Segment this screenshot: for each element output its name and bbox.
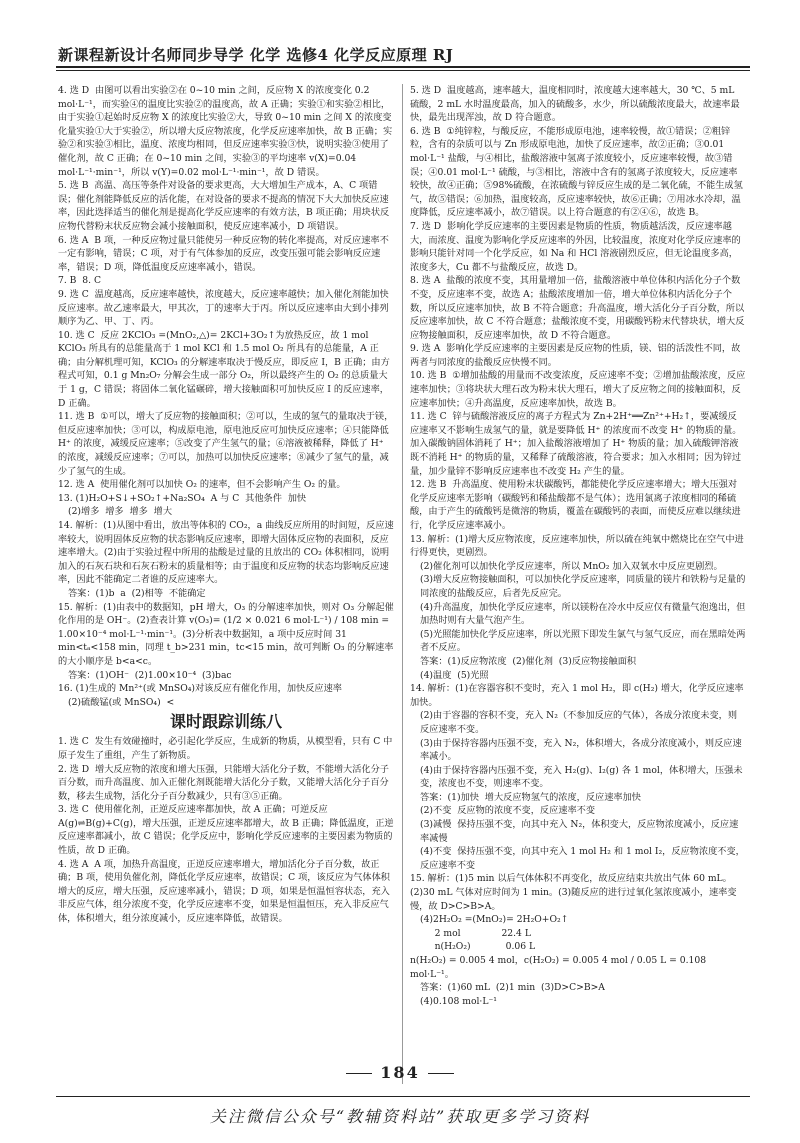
- answer-paragraph: 7. B 8. C: [58, 275, 101, 287]
- answer-paragraph: (5)光照能加快化学反应速率，所以光照下即发生氯气与氢气反应，而在黑暗处两者不反应。: [420, 628, 746, 654]
- right-column: [410, 84, 746, 1084]
- answer-paragraph: 12. 选 B 升高温度、使用粉末状碳酸钙，都能使化学反应速率增大；增大压强对化学反应速率无影响（碳酸钙和稀盐酸都不是气体）；选用氯离子浓度相同的稀硫酸，由于产生的硫酸钙是微溶的物质，覆盖在碳酸钙的表面，而使反应难以继续进行，化学反应速率减小。: [410, 479, 741, 531]
- answer-paragraph: (3)减慢 保持压强不变，向其中充入 N₂，体积变大，反应物浓度减小，反应速率减慢: [420, 819, 739, 844]
- answer-paragraph: (3)增大反应物接触面积，可以加快化学反应速率，同质量的镁片和铁粉与足量的同浓度的盐酸反应，后者先反应完。: [420, 574, 746, 599]
- footer-note: 关注微信公众号“教辅资料站”获取更多学习资料: [209, 1107, 591, 1126]
- answer-paragraph: (2)催化剂可以加快化学反应速率，所以 MnO₂ 加入双氧水中反应更剧烈。: [420, 560, 723, 572]
- column-divider: [402, 84, 403, 1084]
- answer-paragraph: 2 mol 22.4 L: [420, 927, 531, 939]
- answer-paragraph: (2)不变 反应物的浓度不变，反应速率不变: [420, 805, 596, 817]
- answer-paragraph: 14. 解析：(1)在容器容积不变时，充入 1 mol H₂，即 c(H₂) 增大，化学反应速率加快。: [410, 683, 744, 708]
- answer-paragraph: 13. 解析：(1)增大反应物浓度，反应速率加快，所以硫在纯氧中燃烧比在空气中进行得更快，更剧烈。: [410, 533, 744, 559]
- page-number-dash-left: [346, 1073, 372, 1074]
- answer-paragraph: 5. 选 B 高温、高压等条件对设备的要求更高，大大增加生产成本，A、C 项错误；催化剂能降低反应的活化能，在对设备的要求不提高的情况下大大加快反应速率，因此选择适当的催化剂是提高化学反应速率的有效方法，B 项正确；用块状反应物代替粉末状反应物会减小接触面积，使反应速率减小，D 项错误。: [58, 180, 390, 232]
- answer-paragraph: 4. 选 D 由图可以看出实验②在 0~10 min 之间，反应物 X 的浓度变化 0.2 mol·L⁻¹，而实验④的温度比实验②的温度高，故 A 正确；实验①和实验②相比，由于实验①起始时反应物 X 的浓度比实验②大，导致 0~10 min 之间 X 的浓度变化量实验①大于实验②，所以增大反应物浓度，化学反应速率加快，故 B 正确；实验②和实验③相比，温度、浓度均相同，但反应速率实验③快，说明实验③使用了催化剂，故 C 正确；在 0~10 min 之间，实验③的平均速率 v(X)=0.04 mol·L⁻¹·min⁻¹，所以 v(Y)=0.02 mol·L⁻¹·min⁻¹，故 D 错误。: [58, 85, 393, 178]
- header-rule: [56, 66, 750, 68]
- page-number-value: 184: [380, 1063, 420, 1082]
- right-answers: [410, 84, 746, 1008]
- answer-paragraph: 12. 选 A 使用催化剂可以加快 O₂ 的速率，但不会影响产生 O₂ 的量。: [58, 479, 346, 491]
- answer-paragraph: 2. 选 D 增大反应物的浓度和增大压强，只能增大活化分子数，不能增大活化分子百分数，而升高温度、加入正催化剂既能增大活化分子数，又能增大活化分子百分数，移去生成物，活化分子百分数减少，只有③⑤正确。: [58, 763, 389, 802]
- answer-paragraph: 13. (1)H₂O+S↓+SO₂↑+Na₂SO₄ A 与 C 其他条件 加快: [58, 492, 307, 504]
- answer-paragraph: 10. 选 B ①增加盐酸的用量而不改变浓度，反应速率不变；②增加盐酸浓度，反应速率加快；③将块状大理石改为粉末状大理石，增大了反应物之间的接触面积，反应速率加快；④升高温度，反应速率加快，故选 B。: [410, 370, 746, 409]
- footer-rule: [56, 1096, 750, 1097]
- answer-paragraph: (3)由于保持容器内压强不变，充入 N₂，体积增大，各成分浓度减小，则反应速率减小。: [420, 737, 742, 763]
- answer-paragraph: 答案：(1)反应物浓度 (2)催化剂 (3)反应物接触面积: [420, 655, 637, 667]
- answer-paragraph: 15. 解析：(1)由表中的数据知，pH 增大，O₃ 的分解速率加快，则对 O₃ 分解起催化作用的是 OH⁻。(2)查表计算 v(O₃)= (1/2 × 0.021 6 mol·L⁻¹) / 108 min = 1.00×10⁻⁴ mol·L⁻¹·min⁻¹。(3)分析表中数据知，a 项中反应时间 31 min<tₐ<158 min，同理 t_b>231 min，tc<15 min，故可判断 O₃ 的分解速率的大小顺序是 b<a<c。: [58, 601, 394, 667]
- answer-paragraph: (4)不变 保持压强不变，向其中充入 1 mol H₂ 和 1 mol I₂，反应物浓度不变，反应速率不变: [420, 846, 745, 871]
- answer-paragraph: 6. 选 B ①纯锌粒，与酸反应，不能形成原电池，速率较慢，故①错误；②粗锌粒，含有的杂质可以与 Zn 形成原电池，加快了反应速率，故②正确；③0.01 mol·L⁻¹ 盐酸，与④相比，盐酸溶液中氢离子浓度较小，反应速率较慢，故③错误；④0.01 mol·L⁻¹ 硫酸，与③相比，溶液中含有的氢离子浓度较大，反应速率较快，故④正确；⑤98%硫酸，在浓硫酸与锌反应生成的是二氧化硫，不能生成氢气，故⑤错误；⑥加热，温度较高，反应速率较快，故⑥正确；⑦用冰水冷却，温度降低，反应速率减小，故⑦错误。以上符合题意的有②④⑥，故选 B。: [410, 125, 743, 219]
- answer-paragraph: 答案：(1)加快 增大反应物氢气的浓度，反应速率加快: [420, 791, 641, 803]
- answer-paragraph: 10. 选 C 反应 2KClO₃ =(MnO₂,△)= 2KCl+3O₂↑为放热反应，故 1 mol KClO₃ 所具有的总能量高于 1 mol KCl 和 1.5 mol O₂ 所具有的总能量，A 正确；由分解机理可知，KClO₃ 的分解速率取决于慢反应，即反应 I，B 正确；由方程式可知，0.1 g Mn₂O₇ 分解会生成一部分 O₂，所以最终产生的 O₂ 的总质量大于 1 g，C 错误；将固体二氧化锰碾碎，增大接触面积可加快反应 I 的反应速率，D 正确。: [58, 329, 390, 409]
- answer-paragraph: 答案：(1)OH⁻ (2)1.00×10⁻⁴ (3)bac: [68, 669, 232, 681]
- answer-paragraph: 9. 选 A 影响化学反应速率的主要因素是反应物的性质，镁、铝的活泼性不同，故两者与同浓度的盐酸反应快慢不同。: [410, 343, 741, 368]
- answer-paragraph: (4)升高温度，加快化学反应速率，所以镁粉在冷水中反应仅有微量气泡逸出，但加热时则有大量气泡产生。: [420, 601, 746, 627]
- answer-paragraph: (2)硫酸锰(或 MnSO₄) <: [68, 696, 175, 708]
- page-number-dash-right: [428, 1073, 454, 1074]
- answer-paragraph: 8. 选 A 盐酸的浓度不变，其用量增加一倍，盐酸溶液中单位体积内活化分子个数不变，反应速率不变，故选 A；盐酸浓度增加一倍，增大单位体积内活化分子个数，所以反应速率加快，故 B 不符合题意；升高温度，增大活化分子百分数，所以反应速率加快，故 C 不符合题意；盐酸浓度不变，用碳酸钙粉末代替块状，增大反应物接触面积，反应速率加快，故 D 不符合题意。: [410, 275, 745, 341]
- answer-paragraph: 3. 选 C 使用催化剂，正逆反应速率都加快，故 A 正确；可逆反应 A(g)⇌B(g)+C(g)，增大压强，正逆反应速率都增大，故 B 正确；降低温度，正逆反应速率都减小，故 C 错误；化学反应中，影响化学反应速率的主要因素为物质的性质，故 D 正确。: [58, 804, 394, 857]
- answer-paragraph: (4)2H₂O₂ =(MnO₂)= 2H₂O+O₂↑: [420, 914, 569, 926]
- answer-paragraph: 15. 解析：(1)5 min 以后气体体积不再变化，故反应结束共放出气体 60 mL。(2)30 mL 气体对应时间为 1 min。(3)随反应的进行过氧化氢浓度减小，速率变慢，故 D>C>B>A。: [410, 873, 737, 912]
- left-answers: [58, 84, 394, 709]
- answer-paragraph: (4)温度 (5)光照: [420, 669, 489, 681]
- answer-paragraph: (2)由于容器的容积不变，充入 N₂（不参加反应的气体），各成分浓度未变，则反应速率不变。: [420, 710, 738, 735]
- answer-paragraph: 7. 选 D 影响化学反应速率的主要因素是物质的性质，物质越活泼，反应速率越大，而浓度、温度为影响化学反应速率的外因，比较温度，浓度对化学反应速率的影响只能针对同一个化学反应，如 Na 和 HCl 溶液剧烈反应，但无论温度多高，浓度多大，Cu 都不与盐酸反应，故选 D。: [410, 220, 741, 273]
- answer-paragraph: 5. 选 D 温度越高，速率越大，温度相同时，浓度越大速率越大，30 ℃、5 mL 硫酸，2 mL 水时温度最高，加入的硫酸多，水少，所以硫酸浓度最大，故速率最快，最先出现浑浊，故 D 符合题意。: [410, 85, 740, 124]
- answer-paragraph: 4. 选 A A 项，加热升高温度，正逆反应速率增大，增加活化分子百分数，故正确；B 项，使用负催化剂，降低化学反应速率，故错误；C 项，该反应为气体体积增大的反应，增大压强，反应速率减小，错误；D 项，如果是恒温恒容状态，充入非反应气体，组分浓度不变，化学反应速率不变，如果是恒温恒压，充入非反应气体，体积增大，组分浓度减小，反应速率降低，故错误。: [58, 858, 390, 925]
- answer-paragraph: 11. 选 B ①可以，增大了反应物的接触面积；②可以，生成的氢气的量取决于镁，但反应速率加快；③可以，构成原电池，原电池反应可加快反应速率；④只能降低 H⁺ 的浓度，减缓反应速率；⑤改变了产生氢气的量；⑥溶液被稀释，降低了 H⁺ 的浓度，减缓反应速率；⑦可以，加热可以加快反应速率；⑧减少了氢气的量，减少了氢气的生成。: [58, 411, 394, 477]
- section-title: 课时跟踪训练八: [169, 712, 282, 732]
- answer-paragraph: 1. 选 C 发生有效碰撞时，必引起化学反应，生成新的物质，从模型看，只有 C 中原子发生了重组，产生了新物质。: [58, 736, 393, 761]
- answer-paragraph: (2)增多 增多 增多 增大: [68, 506, 173, 518]
- answer-paragraph: n(H₂O₂) 0.06 L: [420, 941, 536, 953]
- answer-paragraph: 答案：(1)60 mL (2)1 min (3)D>C>B>A: [420, 982, 605, 994]
- running-header: 新课程新设计名师同步导学 化学 选修4 化学反应原理 RJ: [58, 46, 454, 64]
- answer-paragraph: (4)0.108 mol·L⁻¹: [420, 995, 497, 1007]
- left-column: [58, 84, 394, 1084]
- answer-paragraph: 答案：(1)b a (2)相等 不能确定: [68, 587, 206, 599]
- left-answers-tracking: [58, 735, 394, 925]
- answer-paragraph: (4)由于保持容器内压强不变，充入 H₂(g)、I₂(g) 各 1 mol，体积增大，压强未变，浓度也不变，则速率不变。: [420, 764, 743, 790]
- answer-paragraph: n(H₂O₂) = 0.005 4 mol，c(H₂O₂) = 0.005 4 mol / 0.05 L = 0.108 mol·L⁻¹。: [410, 955, 710, 980]
- answer-paragraph: 6. 选 A B 项，一种反应物过量只能使另一种反应物的转化率提高，对反应速率不一定有影响，错误；C 项，对于有气体参加的反应，改变压强可能会影响反应速率，错误；D 项，降低温度反应速率减小，错误。: [58, 234, 389, 273]
- answer-paragraph: 11. 选 C 锌与硫酸溶液反应的离子方程式为 Zn+2H⁺══Zn²⁺+H₂↑，要减缓反应速率又不影响生成氢气的量，就是要降低 H⁺ 的浓度而不改变 H⁺ 的物质的量。加入碳酸钠固体消耗了 H⁺；加入盐酸溶液增加了 H⁺ 物质的量；加入硫酸钾溶液既不消耗 H⁺ 的物质的量，又稀释了硫酸溶液，符合要求；加入水相同；因为锌过量，加少量锌不影响反应速率也不改变 H₂ 产生的量。: [410, 411, 742, 477]
- answer-paragraph: 14. 解析：(1)从图中看出，放出等体积的 CO₂，a 曲线反应所用的时间短，反应速率较大，说明固体反应物的状态影响反应速率，即增大固体反应物的表面积，反应速率增大。(2)由于实验过程中所用的盐酸是过量的且放出的 CO₂ 体积相同，说明加入的石灰石块和石灰石粉末的质量相等；由于温度和反应物的状态均影响反应速率，因此不能确定二者谁的反应速率大。: [58, 520, 394, 586]
- answer-paragraph: 9. 选 C 温度越高，反应速率越快，浓度越大，反应速率越快；加入催化剂能加快反应速率。故乙速率最大，甲其次，丁的速率大于丙。所以反应速率由大到小排列顺序为乙、甲、丁、丙。: [58, 288, 389, 328]
- header-rule-thin: [56, 70, 750, 71]
- answer-paragraph: 16. (1)生成的 Mn²⁺(或 MnSO₄)对该反应有催化作用，加快反应速率: [58, 683, 342, 695]
- page-number: [0, 1063, 800, 1082]
